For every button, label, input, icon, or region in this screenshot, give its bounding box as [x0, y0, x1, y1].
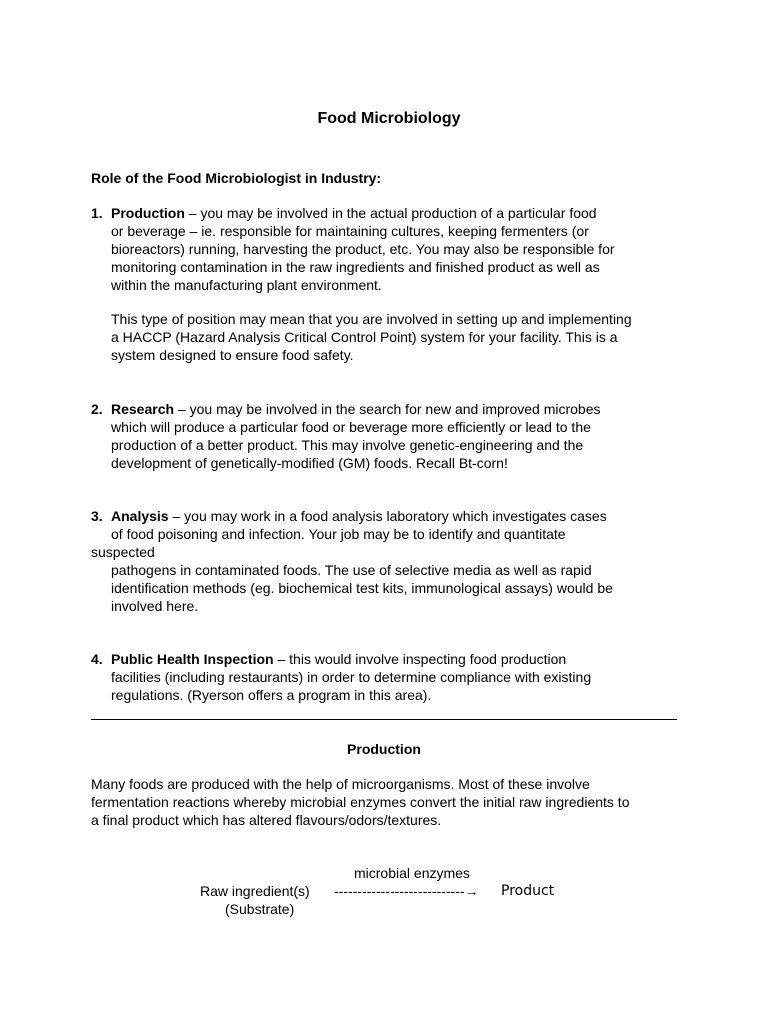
item-number: 3. [91, 508, 103, 524]
intro-line: a final product which has altered flavours/odors/textures. [91, 812, 442, 828]
item-paragraph [91, 310, 691, 364]
intro-line: fermentation reactions whereby microbial enzymes convert the initial raw ingredients to [91, 794, 630, 810]
horizontal-divider [91, 719, 677, 720]
item-term: Analysis [111, 508, 169, 524]
item-line: within the manufacturing plant environment. [111, 277, 382, 293]
item-number: 1. [91, 205, 103, 221]
output-label: Product [501, 883, 555, 899]
item-line: Analysis – you may work in a food analysis laboratory which investigates cases [111, 508, 607, 524]
item-line: bioreactors) running, harvesting the product, etc. You may also be responsible for [111, 241, 615, 257]
item-line: involved here. [111, 598, 199, 614]
production-heading: Production [347, 741, 421, 757]
item-line: which will produce a particular food or beverage more efficiently or lead to the [111, 419, 591, 435]
item-line: a HACCP (Hazard Analysis Critical Control Point) system for your facility. This is a [111, 329, 618, 345]
item-line: production of a better product. This may involve genetic-engineering and the [111, 437, 584, 453]
item-line: pathogens in contaminated foods. The use of selective media as well as rapid [111, 562, 592, 578]
item-line: regulations. (Ryerson offers a program in this area). [111, 687, 432, 703]
list-item-production [91, 204, 691, 364]
item-line: Production – you may be involved in the actual production of a particular food [111, 205, 597, 221]
item-line: or beverage – ie. responsible for maintaining cultures, keeping fermenters (or [111, 223, 589, 239]
item-line: This type of position may mean that you are involved in setting up and implementing [111, 311, 632, 327]
item-line: development of genetically-modified (GM) foods. Recall Bt-corn! [111, 455, 508, 471]
item-line: system designed to ensure food safety. [111, 347, 354, 363]
reaction-arrow: ----------------------------→ [334, 883, 479, 899]
list-item-research [91, 400, 691, 472]
item-line: of food poisoning and infection. Your job may be to identify and quantitate [111, 526, 566, 542]
enzyme-label: microbial enzymes [354, 865, 470, 881]
item-number: 2. [91, 401, 103, 417]
item-term: Research [111, 401, 175, 417]
section-heading: Role of the Food Microbiologist in Industry: [91, 170, 382, 186]
item-term: Production [111, 205, 185, 221]
item-line: Public Health Inspection – this would involve inspecting food production [111, 651, 567, 667]
intro-line: Many foods are produced with the help of microorganisms. Most of these involve [91, 776, 590, 792]
input-label: Raw ingredient(s) [200, 883, 310, 899]
document-title: Food Microbiology [317, 110, 461, 127]
item-line: facilities (including restaurants) in order to determine compliance with existing [111, 669, 592, 685]
item-line: Research – you may be involved in the search for new and improved microbes [111, 401, 601, 417]
item-line: identification methods (eg. biochemical test kits, immunological assays) would be [111, 580, 613, 596]
item-line: suspected [91, 544, 155, 560]
list-item-public-health [91, 650, 691, 704]
list-item-analysis [91, 507, 691, 615]
substrate-label: (Substrate) [225, 901, 295, 917]
item-term: Public Health Inspection [111, 651, 274, 667]
item-number: 4. [91, 651, 103, 667]
item-line: monitoring contamination in the raw ingredients and finished product as well as [111, 259, 600, 275]
production-intro [91, 775, 691, 829]
